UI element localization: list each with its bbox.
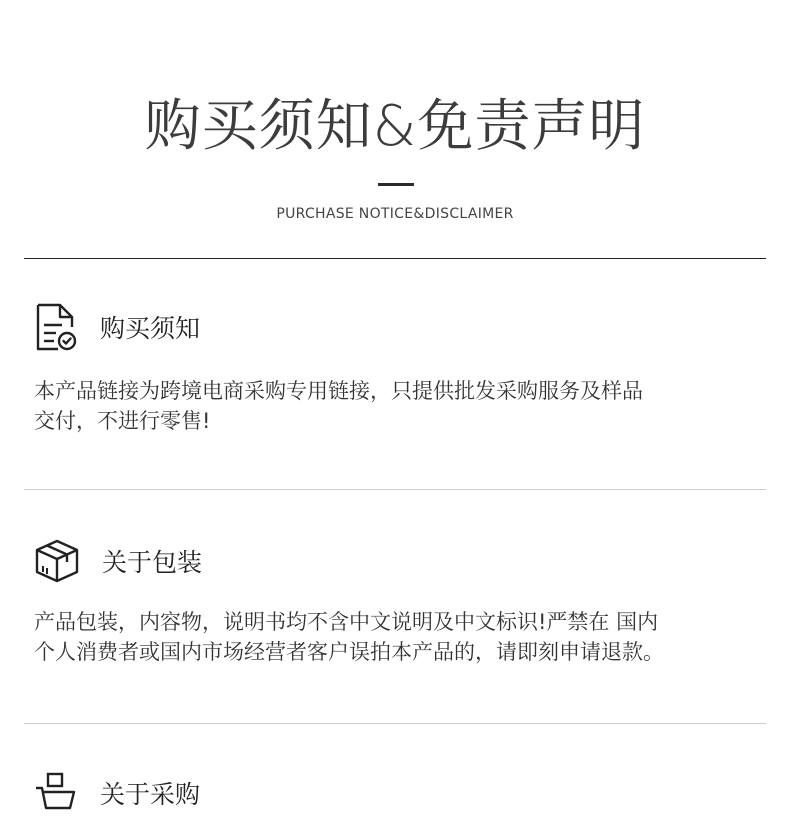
section-purchase-notice-header (34, 302, 200, 352)
title-underline (378, 183, 414, 186)
section-title: 关于包装 (102, 548, 203, 577)
section-divider (24, 489, 766, 490)
section-body-text: 产品包装，内容物，说明书均不含中文说明及中文标识!严禁在 国内 个人消费者或国内市场经营者客户误拍本产品的，请即刻申请退款。 (34, 610, 664, 664)
section-body-text: 本产品链接为跨境电商采购专用链接，只提供批发采购服务及样品 交付，不进行零售! (34, 379, 643, 433)
page-subtitle: PURCHASE NOTICE&DISCLAIMER (276, 206, 514, 222)
package-box-icon (34, 538, 80, 584)
header-divider (24, 258, 766, 259)
section-title: 关于采购 (100, 780, 201, 809)
section-purchasing-header (34, 768, 200, 818)
section-title: 购买须知 (100, 314, 201, 343)
section-packaging-header (34, 536, 202, 586)
document-check-icon (34, 303, 78, 351)
cart-icon (34, 770, 78, 816)
page-title: 购买须知&免责声明 (144, 94, 646, 159)
section-divider (24, 723, 766, 724)
